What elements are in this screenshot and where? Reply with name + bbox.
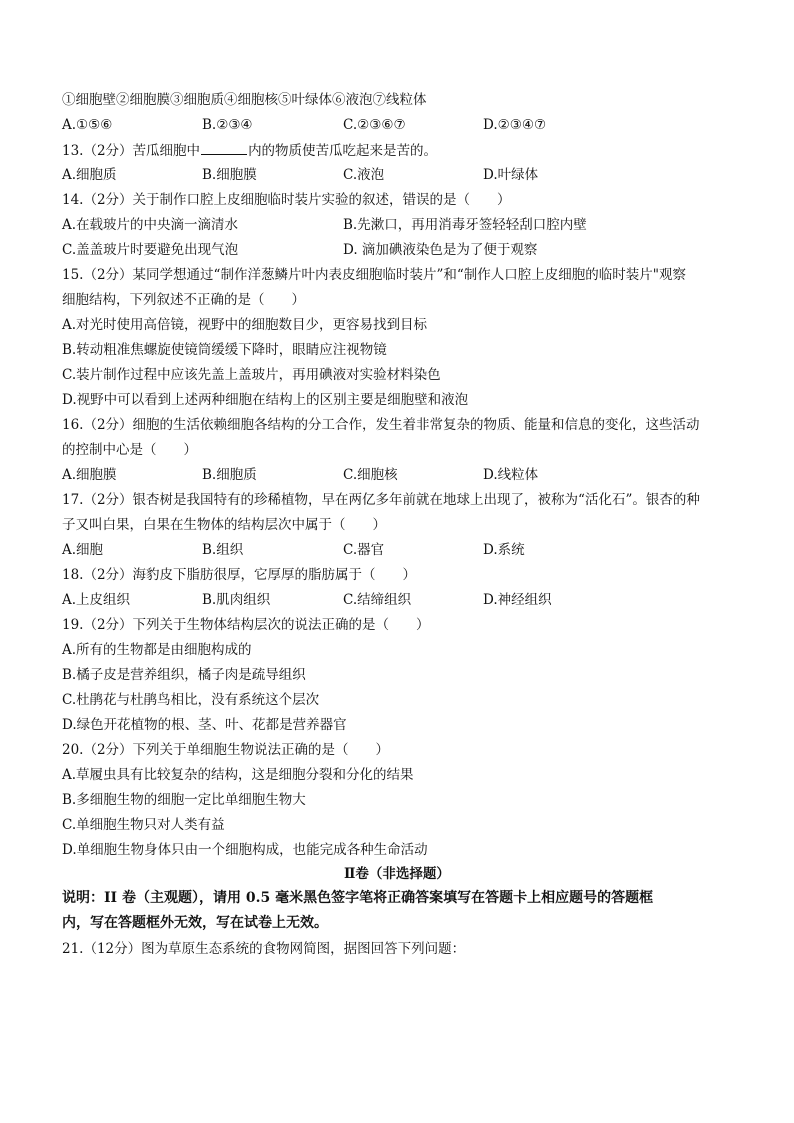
q13-stem-pre: 13.（2分）苦瓜细胞中 <box>62 143 201 159</box>
option-d: D.系统 <box>483 542 525 558</box>
q19-option-a: A.所有的生物都是由细胞构成的 <box>62 642 252 658</box>
option-c: C.结缔组织 <box>343 592 412 608</box>
instructions-line1: 说明：II 卷（主观题），请用 0.5 毫米黑色签字笔将正确答案填写在答题卡上相应题号的答题框 <box>62 890 654 906</box>
q19-stem: 19.（2分）下列关于生物体结构层次的说法正确的是（ ） <box>62 617 430 633</box>
q19-option-d: D.绿色开花植物的根、茎、叶、花都是营养器官 <box>62 717 347 733</box>
q20-option-a: A.草履虫具有比较复杂的结构，这是细胞分裂和分化的结果 <box>62 767 414 783</box>
option-a: A.细胞 <box>62 542 104 558</box>
q20-option-b: B.多细胞生物的细胞一定比单细胞生物大 <box>62 792 306 808</box>
option-b: B.②③④ <box>202 117 253 133</box>
option-c: C.细胞核 <box>343 467 398 483</box>
option-a: A.①⑤⑥ <box>62 117 113 133</box>
option-b: B.先漱口，再用消毒牙签轻轻刮口腔内壁 <box>343 217 587 233</box>
option-a: A.在载玻片的中央滴一滴清水 <box>62 217 239 233</box>
option-c: C.器官 <box>343 542 385 558</box>
q21-stem: 21.（12分）图为草原生态系统的食物网简图，据图回答下列问题： <box>62 941 466 957</box>
instructions-line2: 内，写在答题框外无效，写在试卷上无效。 <box>62 915 328 931</box>
q15-option-a: A.对光时使用高倍镜，视野中的细胞数目少，更容易找到目标 <box>62 317 428 333</box>
option-a: A.细胞质 <box>62 167 117 183</box>
q17-stem-line1: 17.（2分）银杏树是我国特有的珍稀植物，早在两亿多年前就在地球上出现了，被称为“活化石”。银杏的种 <box>62 492 700 508</box>
q19-option-b: B.橘子皮是营养组织，橘子肉是疏导组织 <box>62 667 306 683</box>
q19-option-c: C.杜鹃花与杜鹃鸟相比，没有系统这个层次 <box>62 692 320 708</box>
option-c: C.盖盖玻片时要避免出现气泡 <box>62 242 239 258</box>
q18-stem: 18.（2分）海豹皮下脂肪很厚，它厚厚的脂肪属于（ ） <box>62 567 417 583</box>
option-c: C.②③⑥⑦ <box>343 117 406 133</box>
q13-stem <box>62 140 437 161</box>
q15-stem-line1: 15.（2分）某同学想通过“制作洋葱鳞片叶内表皮细胞临时装片”和“制作人口腔上皮细胞的临时装片"观察 <box>62 267 686 283</box>
q20-option-c: C.单细胞生物只对人类有益 <box>62 817 225 833</box>
option-d: D.②③④⑦ <box>483 117 547 133</box>
q17-stem-line2: 子又叫白果，白果在生物体的结构层次中属于（ ） <box>62 517 386 533</box>
q12-items: ①细胞壁②细胞膜③细胞质④细胞核⑤叶绿体⑥液泡⑦线粒体 <box>62 92 427 108</box>
q20-option-d: D.单细胞生物身体只由一个细胞构成，也能完成各种生命活动 <box>62 842 428 858</box>
q15-stem-line2: 细胞结构，下列叙述不正确的是（ ） <box>62 292 305 308</box>
option-b: B.细胞质 <box>202 467 257 483</box>
q20-stem: 20.（2分）下列关于单细胞生物说法正确的是（ ） <box>62 742 390 758</box>
q14-stem: 14.（2分）关于制作口腔上皮细胞临时装片实验的叙述，错误的是（ ） <box>62 192 511 208</box>
option-b: B.细胞膜 <box>202 167 257 183</box>
option-c: C.液泡 <box>343 167 385 183</box>
option-d: D.线粒体 <box>483 467 539 483</box>
section-title: Ⅱ卷（非选择题） <box>344 866 450 882</box>
q13-stem-post: 内的物质使苦瓜吃起来是苦的。 <box>248 143 438 159</box>
q13-blank <box>201 140 247 155</box>
option-a: A.上皮组织 <box>62 592 131 608</box>
option-d: D.叶绿体 <box>483 167 539 183</box>
q15-option-c: C.装片制作过程中应该先盖上盖玻片，再用碘液对实验材料染色 <box>62 367 441 383</box>
q16-stem-line2: 的控制中心是（ ） <box>62 442 197 458</box>
option-d: D. 滴加碘液染色是为了便于观察 <box>343 242 538 258</box>
q16-stem-line1: 16.（2分）细胞的生活依赖细胞各结构的分工合作，发生着非常复杂的物质、能量和信息的变化，这些活动 <box>62 417 700 433</box>
option-b: B.肌肉组织 <box>202 592 271 608</box>
option-a: A.细胞膜 <box>62 467 117 483</box>
q15-option-d: D.视野中可以看到上述两种细胞在结构上的区别主要是细胞壁和液泡 <box>62 392 469 408</box>
option-d: D.神经组织 <box>483 592 552 608</box>
q15-option-b: B.转动粗准焦螺旋使镜筒缓缓下降时，眼睛应注视物镜 <box>62 342 387 358</box>
option-b: B.组织 <box>202 542 244 558</box>
